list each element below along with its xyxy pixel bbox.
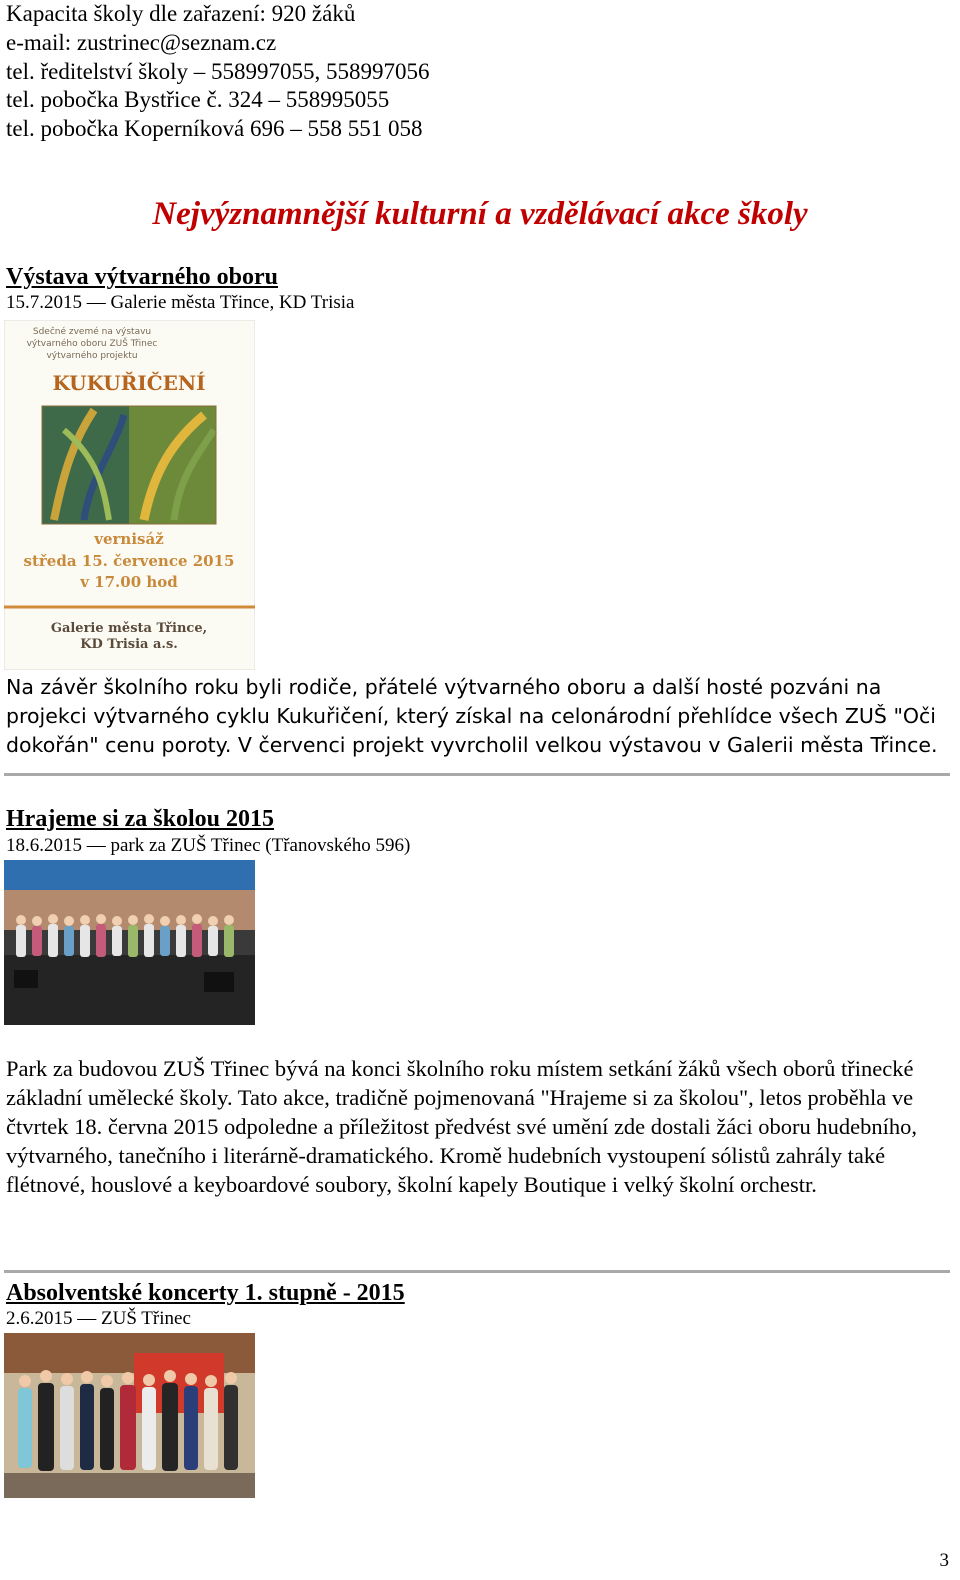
event-description-exhibition: Na závěr školního roku byli rodiče, přátelé výtvarného oboru a další hosté pozváni na projekci výtvarného cyklu Kukuřičení, který získal na celonárodní přehlídce všech ZUŠ "Oči dokořán" cenu poroty. V červenci projekt vyvrcholil velkou výstavou v Galerii města Třince. xyxy=(6,675,938,757)
svg-text:výtvarného projektu: výtvarného projektu xyxy=(46,351,138,361)
svg-text:výtvarného oboru ZUŠ Třinec: výtvarného oboru ZUŠ Třinec xyxy=(26,339,158,349)
event-date-graduate-concerts: 2.6.2015 — ZUŠ Třinec xyxy=(6,1308,191,1329)
event-title-exhibition[interactable]: Výstava výtvarného oboru xyxy=(6,264,279,290)
phone-kopernikova-line: tel. pobočka Koperníková 696 – 558 551 058 xyxy=(6,116,423,142)
phone-bystrice-line: tel. pobočka Bystřice č. 324 – 558995055 xyxy=(6,87,390,113)
svg-text:KUKUŘIČENÍ: KUKUŘIČENÍ xyxy=(52,371,206,395)
event-title-play-behind-school[interactable]: Hrajeme si za školou 2015 xyxy=(6,806,274,832)
event-date-exhibition: 15.7.2015 — Galerie města Třince, KD Trisia xyxy=(6,292,355,313)
svg-text:Sdečné zvemé na výstavu: Sdečné zvemé na výstavu xyxy=(32,327,152,337)
event-date-play-behind-school: 18.6.2015 — park za ZUŠ Třinec (Třanovského 596) xyxy=(6,835,411,856)
svg-text:vernisáž: vernisáž xyxy=(94,530,164,548)
divider xyxy=(4,773,950,776)
page-number: 3 xyxy=(939,1550,949,1571)
exhibition-poster-image xyxy=(4,320,255,670)
capacity-line: Kapacita školy dle zařazení: 920 žáků xyxy=(6,1,356,26)
event-title-graduate-concerts[interactable]: Absolventské koncerty 1. stupně - 2015 xyxy=(6,1280,405,1306)
svg-text:v 17.00 hod: v 17.00 hod xyxy=(80,573,178,591)
phone-office-line: tel. ředitelství školy – 558997055, 558997056 xyxy=(6,58,430,84)
email-line: e-mail: zustrinec@seznam.cz xyxy=(6,29,277,55)
divider xyxy=(4,1270,950,1273)
event-description-play-behind-school: Park za budovou ZUŠ Třinec bývá na konci školního roku místem setkání žáků všech oborů třinecké základní umělecké školy. Tato akce, tradičně pojmenovaná "Hrajeme si za školou", letos proběhla ve čtvrtek 18. června 2015 odpoledne a příležitost předvést své umění zde dostali žáci oboru hudebního, výtvarného, tanečního i literárně-dramatického. Kromě hudebních vystoupení sólistů zahrály také flétnové, houslové a keyboardové soubory, školní kapely Boutique i velký školní orchestr. xyxy=(6,1056,917,1197)
contact-block xyxy=(6,0,430,144)
choir-performance-photo xyxy=(4,860,255,1025)
svg-text:Galerie města Třince,: Galerie města Třince, xyxy=(50,621,208,636)
svg-text:středa 15. července 2015: středa 15. července 2015 xyxy=(23,552,235,570)
section-heading: Nejvýznamnější kulturní a vzdělávací akce školy xyxy=(152,196,808,232)
graduates-group-photo xyxy=(4,1333,255,1498)
svg-text:KD Trisia a.s.: KD Trisia a.s. xyxy=(80,637,178,652)
